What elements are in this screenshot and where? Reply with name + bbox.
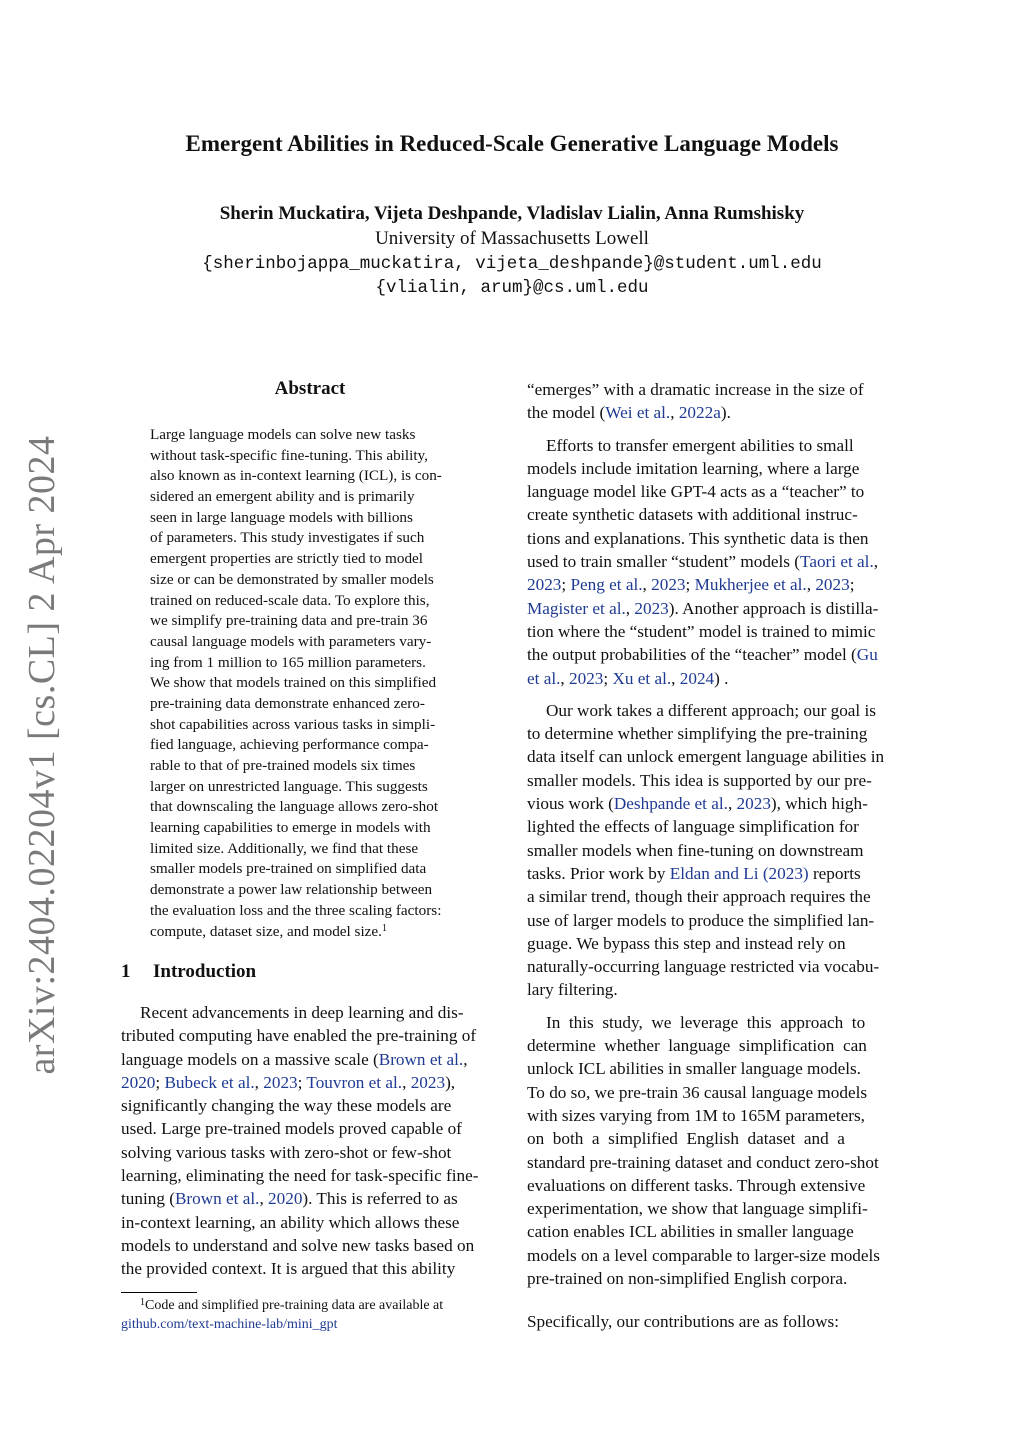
footnote-line: $^1$Code and simplified pre-training data are available at — [140, 1297, 444, 1313]
abstract-line: fied language, achieving performance compa- — [150, 736, 429, 754]
right-column-body — [527, 378, 903, 1334]
abstract-line: causal language models with parameters vary- — [150, 632, 432, 650]
text-line: Our work takes a different approach; our goal is — [546, 700, 876, 720]
abstract-line: Large language models can solve new tasks — [150, 426, 416, 443]
citation-link[interactable]: Wei et al. — [605, 403, 671, 423]
abstract-line: pre-training data demonstrate enhanced zero- — [150, 694, 425, 712]
text-line: used to train smaller “student” models (Taori et al., — [527, 552, 879, 572]
text-line: the output probabilities of the “teacher” model (Gu — [527, 645, 878, 665]
text-line: language model like GPT-4 acts as a “teacher” to — [527, 482, 865, 502]
author-list: Sherin Muckatira, Vijeta Deshpande, Vladislav Lialin, Anna Rumshisky — [219, 203, 805, 224]
abstract-line: limited size. Additionally, we find that these — [150, 839, 419, 857]
text-line: determine whether language simplification can — [527, 1036, 867, 1056]
abstract-line: smaller models pre-trained on simplified data — [150, 860, 427, 878]
citation-link[interactable]: Bubeck et al. — [164, 1072, 255, 1092]
citation-link[interactable]: 2023 — [651, 575, 686, 595]
text-line: smaller models when fine-tuning on downstream — [527, 840, 864, 860]
citation-link[interactable]: 2022a — [678, 403, 721, 423]
section-title: Introduction — [153, 961, 257, 982]
citation-link[interactable]: 2023 — [569, 668, 604, 688]
text-line: the provided context. It is argued that this ability — [121, 1259, 456, 1279]
citation-link[interactable]: Eldan and Li (2023) — [669, 863, 809, 883]
abstract-line: that downscaling the language allows zero-shot — [150, 798, 439, 816]
text-line: tasks. Prior work by Eldan and Li (2023) reports — [527, 863, 861, 883]
footnote-rule — [121, 1292, 197, 1293]
text-line: evaluations on different tasks. Through extensive — [527, 1175, 866, 1195]
abstract-line: size or can be demonstrated by smaller models — [150, 570, 434, 588]
abstract-line: without task-specific fine-tuning. This ability, — [150, 446, 428, 464]
text-line: “emerges” with a dramatic increase in the size of — [527, 380, 864, 399]
abstract-line: We show that models trained on this simplified — [150, 674, 437, 692]
abstract-line: sidered an emergent ability and is primarily — [150, 488, 415, 506]
text-line: standard pre-training dataset and conduct zero-shot — [527, 1152, 879, 1172]
abstract-body — [150, 425, 470, 942]
footnote-mark: 1 — [381, 922, 387, 934]
abstract-line: seen in large language models with billions — [150, 508, 413, 526]
citation-link[interactable]: Touvron et al. — [306, 1072, 403, 1092]
text-line: et al., 2023; Xu et al., 2024) . — [527, 668, 729, 688]
text-line: a similar trend, though their approach requires the — [527, 887, 871, 907]
abstract-line: rable to that of pre-trained models six times — [150, 757, 416, 774]
citation-link[interactable]: Gu — [856, 645, 878, 665]
abstract-line: compute, dataset size, and model size.$^1$ — [150, 922, 387, 940]
text-line: Recent advancements in deep learning and dis- — [140, 1003, 464, 1022]
citation-link[interactable]: Xu et al. — [612, 668, 672, 688]
citation-link[interactable]: 2020 — [268, 1189, 303, 1209]
text-line: lighted the effects of language simplification for — [527, 817, 859, 837]
text-line: Specifically, our contributions are as follows: — [527, 1312, 840, 1332]
text-line: learning, eliminating the need for task-specific fine- — [121, 1166, 479, 1186]
text-line: models to understand and solve new tasks based on — [121, 1235, 475, 1255]
abstract-line: larger on unrestricted language. This suggests — [150, 777, 428, 795]
citation-link[interactable]: Deshpande et al. — [613, 794, 728, 814]
abstract-line: emergent properties are strictly tied to model — [150, 550, 424, 568]
citation-link[interactable]: 2023 — [736, 794, 771, 814]
citation-link[interactable]: 2023 — [263, 1072, 298, 1092]
text-line: Magister et al., 2023). Another approach is distilla- — [527, 598, 879, 618]
abstract-line: also known as in-context learning (ICL), is con- — [150, 467, 442, 485]
text-line: tributed computing have enabled the pre-training of — [121, 1026, 477, 1046]
text-line: Efforts to transfer emergent abilities to small — [546, 435, 854, 455]
email-line-2: {vlialin, arum}@cs.uml.edu — [375, 278, 649, 298]
text-line: models include imitation learning, where a large — [527, 458, 860, 478]
citation-link[interactable]: Mukherjee et al. — [694, 575, 807, 595]
abstract-line: the evaluation loss and the three scaling factors: — [150, 901, 442, 919]
citation-link[interactable]: Taori et al. — [800, 552, 874, 572]
abstract-line: learning capabilities to emerge in models with — [150, 819, 431, 837]
text-line: cation enables ICL abilities in smaller language — [527, 1222, 854, 1242]
paper-title: Emergent Abilities in Reduced-Scale Generative Language Models — [185, 131, 839, 156]
citation-link[interactable]: Peng et al. — [570, 575, 643, 595]
text-line: naturally-occurring language restricted via vocabu- — [527, 957, 880, 977]
text-line: In this study, we leverage this approach to — [546, 1012, 866, 1032]
text-line: significantly changing the way these models are — [121, 1096, 452, 1116]
text-line: solving various tasks with zero-shot or few-shot — [121, 1142, 452, 1162]
text-line: models on a level comparable to larger-size models — [527, 1245, 880, 1265]
text-line: with sizes varying from 1M to 165M parameters, — [527, 1105, 865, 1125]
text-line: smaller models. This idea is supported by our pre- — [527, 770, 872, 790]
citation-link[interactable]: Magister et al. — [527, 598, 626, 618]
footnote-line — [121, 1315, 498, 1334]
text-line: create synthetic datasets with additional instruc- — [527, 505, 858, 525]
text-line: To do so, we pre-train 36 causal language models — [527, 1082, 868, 1102]
abstract-line: of parameters. This study investigates if such — [150, 529, 425, 547]
footnote — [121, 1296, 498, 1334]
text-line: 2023; Peng et al., 2023; Mukherjee et al., 2023; — [527, 575, 855, 595]
text-line: use of larger models to produce the simplified lan- — [527, 910, 875, 930]
abstract-line: ing from 1 million to 165 million parameters. — [150, 653, 426, 671]
abstract-line: demonstrate a power law relationship between — [150, 881, 433, 899]
text-line: vious work (Deshpande et al., 2023), which high- — [527, 794, 868, 814]
citation-link[interactable]: 2024 — [679, 668, 715, 688]
footnote-mark: 1 — [140, 1297, 145, 1308]
arxiv-identifier: arXiv:2404.02204v1 [cs.CL] 2 Apr 2024 — [21, 435, 63, 1075]
text-line: to determine whether simplifying the pre-training — [527, 724, 868, 744]
text-line: tuning (Brown et al., 2020). This is referred to as — [121, 1189, 458, 1209]
text-line: data itself can unlock emergent language abilities in — [527, 747, 885, 767]
citation-link[interactable]: 2023 — [815, 575, 850, 595]
abstract-line: shot capabilities across various tasks in simpli- — [150, 715, 436, 733]
citation-link[interactable]: 2020 — [121, 1072, 156, 1092]
text-line: pre-trained on non-simplified English corpora. — [527, 1268, 848, 1288]
citation-link[interactable]: 2023 — [634, 598, 669, 618]
citation-link[interactable]: Brown et al. — [378, 1049, 464, 1069]
arxiv-stamp — [12, 435, 72, 1075]
email-line-1: {sherinbojappa_muckatira, vijeta_deshpande}@student.uml.edu — [202, 254, 822, 274]
text-line: language models on a massive scale (Brown et al., — [121, 1049, 468, 1069]
section-number: 1 — [121, 961, 131, 982]
affiliation: University of Massachusetts Lowell — [375, 228, 649, 249]
left-column-body — [121, 1001, 498, 1281]
text-line: tions and explanations. This synthetic data is then — [527, 528, 869, 548]
section-heading-introduction — [121, 961, 256, 983]
text-line: on both a simplified English dataset and a — [527, 1129, 845, 1149]
abstract-line: trained on reduced-scale data. To explore this, — [150, 591, 430, 609]
abstract-heading: Abstract — [274, 378, 346, 399]
text-line: used. Large pre-trained models proved capable of — [121, 1119, 462, 1139]
citation-link[interactable]: Brown et al. — [174, 1189, 260, 1209]
text-line: guage. We bypass this step and instead rely on — [527, 933, 846, 953]
citation-link[interactable]: et al. — [527, 668, 561, 688]
text-line: unlock ICL abilities in smaller language models. — [527, 1059, 861, 1079]
text-line: experimentation, we show that language simplifi- — [527, 1199, 868, 1219]
text-line: tion where the “student” model is trained to mimic — [527, 621, 876, 641]
repository-link[interactable]: github.com/text-machine-lab/mini_gpt — [121, 1317, 338, 1332]
text-line: in-context learning, an ability which allows these — [121, 1212, 460, 1232]
text-line: 2020; Bubeck et al., 2023; Touvron et al., 2023), — [121, 1072, 456, 1092]
text-line: the model (Wei et al., 2022a). — [527, 403, 731, 423]
citation-link[interactable]: 2023 — [410, 1072, 446, 1092]
abstract-line: we simplify pre-training data and pre-train 36 — [150, 612, 428, 630]
text-line: lary filtering. — [527, 980, 618, 1000]
citation-link[interactable]: 2023 — [527, 575, 562, 595]
